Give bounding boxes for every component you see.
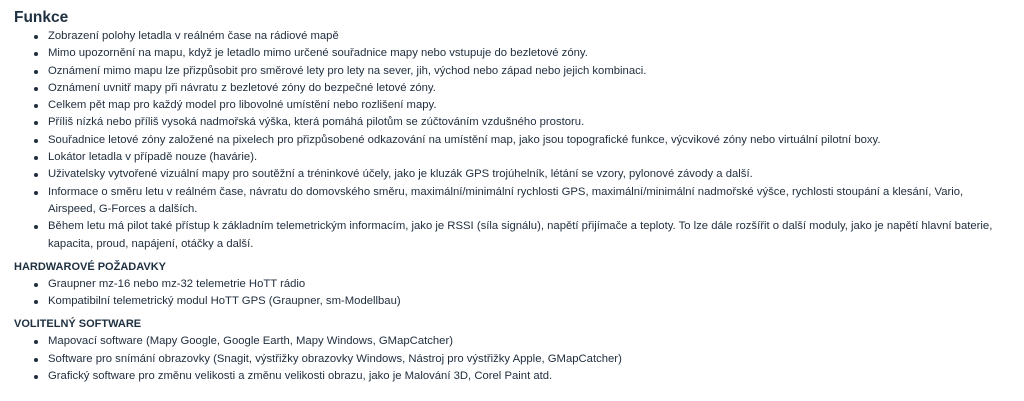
hardware-heading: HARDWAROVÉ POŽADAVKY <box>14 260 166 273</box>
software-list <box>14 333 1010 385</box>
list-item: Příliš nízká nebo příliš vysoká nadmořská výška, která pomáhá pilotům se zúčtováním vzdušného prostoru. <box>48 114 1010 131</box>
features-heading: Funkce <box>14 9 69 26</box>
list-item: Mapovací software (Mapy Google, Google Earth, Mapy Windows, GMapCatcher) <box>48 333 1010 350</box>
list-item: Celkem pět map pro každý model pro libovolné umístění nebo rozlišení mapy. <box>48 97 1010 114</box>
list-item: Během letu má pilot také přístup k základním telemetrickým informacím, jako je RSSI (síla signálu), napětí přijímače a teploty. To lze dále rozšířit o další moduly, jako je napětí hlavní baterie, kapacita, proud, napájení, otáčky a další. <box>48 218 1010 253</box>
hardware-list <box>14 276 1010 311</box>
list-item: Kompatibilní telemetrický modul HoTT GPS (Graupner, sm-Modellbau) <box>48 293 1010 310</box>
list-item: Grafický software pro změnu velikosti a změnu velikosti obrazu, jako je Malování 3D, Corel Paint atd. <box>48 368 1010 385</box>
list-item: Graupner mz-16 nebo mz-32 telemetrie HoTT rádio <box>48 276 1010 293</box>
list-item: Souřadnice letové zóny založené na pixelech pro přizpůsobené odkazování na umístění map, jako jsou topografické funkce, výcvikové zóny nebo virtuální pilotní boxy. <box>48 132 1010 149</box>
list-item: Lokátor letadla v případě nouze (havárie). <box>48 149 1010 166</box>
list-item: Informace o směru letu v reálném čase, návratu do domovského směru, maximální/minimální rychlosti GPS, maximální/minimální nadmořské výšce, rychlosti stoupání a klesání, Vario, Airspeed, G-Forces a dalších. <box>48 184 1010 219</box>
list-item: Zobrazení polohy letadla v reálném čase na rádiové mapě <box>48 28 1010 45</box>
list-item: Software pro snímání obrazovky (Snagit, výstřižky obrazovky Windows, Nástroj pro výstřižky Apple, GMapCatcher) <box>48 351 1010 368</box>
list-item: Oznámení mimo mapu lze přizpůsobit pro směrové lety pro lety na sever, jih, východ nebo západ nebo jejich kombinaci. <box>48 63 1010 80</box>
list-item: Uživatelsky vytvořené vizuální mapy pro soutěžní a tréninkové účely, jako je kluzák GPS trojúhelník, létání se vzory, pylonové závody a další. <box>48 166 1010 183</box>
list-item: Oznámení uvnitř mapy při návratu z bezletové zóny do bezpečné letové zóny. <box>48 80 1010 97</box>
list-item: Mimo upozornění na mapu, když je letadlo mimo určené souřadnice mapy nebo vstupuje do bezletové zóny. <box>48 45 1010 62</box>
software-heading: VOLITELNÝ SOFTWARE <box>14 318 142 331</box>
features-list <box>14 28 1010 253</box>
